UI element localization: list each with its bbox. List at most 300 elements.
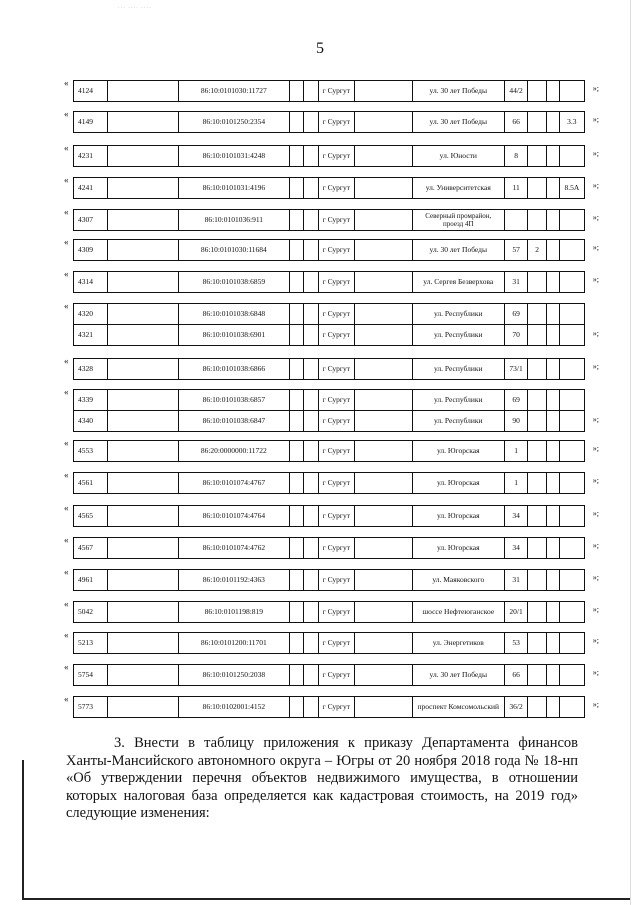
close-quote: »; <box>592 700 599 709</box>
page-number: 5 <box>316 40 324 57</box>
blank-cell <box>547 665 560 686</box>
row-number: 4321 <box>74 325 108 346</box>
close-quote: »; <box>592 213 599 222</box>
city-cell: г Сургут <box>318 272 354 293</box>
table-row <box>74 570 585 591</box>
building-cell <box>528 112 547 133</box>
table-row <box>74 359 585 380</box>
paragraph-text: 3. Внести в таблицу приложения к приказу Департамента финансов Ханты-Мансийского автономного округа – Югры от 20 ноября 2018 года № 18-нп «Об утверждении перечня объектов недвижимого имущества, в отношении которых налоговая база определяется как кадастровая стоимость, на 2019 год» следующие изменения: <box>66 735 578 821</box>
open-quote: « <box>64 694 69 704</box>
blank-cell <box>354 178 412 199</box>
blank-cell <box>289 570 304 591</box>
blank-cell <box>304 441 319 462</box>
blank-cell <box>354 272 412 293</box>
blank-cell <box>289 697 304 718</box>
blank-cell <box>289 359 304 380</box>
building-cell <box>528 210 547 231</box>
blank-cell <box>547 411 560 432</box>
street-cell: ул. 30 лет Победы <box>412 665 505 686</box>
row-number: 4339 <box>74 390 108 411</box>
row-number: 4309 <box>74 240 108 261</box>
blank-cell <box>304 602 319 623</box>
margin-rule-left <box>22 760 24 900</box>
house-cell: 69 <box>505 304 528 325</box>
row-number: 4124 <box>74 81 108 102</box>
blank-cell <box>354 146 412 167</box>
building-cell <box>528 473 547 494</box>
close-quote: »; <box>592 115 599 124</box>
building-cell <box>528 538 547 559</box>
blank-cell <box>547 240 560 261</box>
blank-cell <box>304 146 319 167</box>
blank-cell <box>304 178 319 199</box>
blank-cell <box>107 665 178 686</box>
table-fragment <box>64 175 599 199</box>
cadastral-number: 86:10:0101031:4248 <box>179 146 289 167</box>
table-fragment <box>64 207 599 231</box>
blank-cell <box>547 538 560 559</box>
page-edge-line <box>630 0 631 905</box>
house-cell: 31 <box>505 272 528 293</box>
house-cell: 44/2 <box>505 81 528 102</box>
close-quote: »; <box>592 362 599 371</box>
close-quote: »; <box>592 243 599 252</box>
extra-cell <box>559 304 584 325</box>
blank-cell <box>354 210 412 231</box>
house-cell: 11 <box>505 178 528 199</box>
open-quote: « <box>64 662 69 672</box>
city-cell: г Сургут <box>318 633 354 654</box>
table-row <box>74 210 585 231</box>
open-quote: « <box>64 78 69 88</box>
blank-cell <box>289 390 304 411</box>
blank-cell <box>304 304 319 325</box>
row-number: 5773 <box>74 697 108 718</box>
building-cell: 2 <box>528 240 547 261</box>
building-cell <box>528 697 547 718</box>
building-cell <box>528 178 547 199</box>
house-cell: 70 <box>505 325 528 346</box>
blank-cell <box>354 240 412 261</box>
close-quote: »; <box>592 84 599 93</box>
extra-cell <box>559 441 584 462</box>
margin-rule-bottom <box>22 898 630 900</box>
blank-cell <box>354 665 412 686</box>
close-quote: »; <box>592 181 599 190</box>
row-number: 4328 <box>74 359 108 380</box>
blank-cell <box>289 665 304 686</box>
blank-cell <box>547 210 560 231</box>
row-number: 4567 <box>74 538 108 559</box>
blank-cell <box>354 304 412 325</box>
building-cell <box>528 570 547 591</box>
street-cell: Северный промрайон, проезд 4П <box>412 210 505 231</box>
building-cell <box>528 411 547 432</box>
blank-cell <box>289 538 304 559</box>
blank-cell <box>107 506 178 527</box>
extra-cell <box>559 390 584 411</box>
street-cell: ул. Республики <box>412 359 505 380</box>
table-fragment <box>64 535 599 559</box>
city-cell: г Сургут <box>318 411 354 432</box>
city-cell: г Сургут <box>318 210 354 231</box>
open-quote: « <box>64 237 69 247</box>
blank-cell <box>547 390 560 411</box>
table-row <box>74 390 585 411</box>
street-cell: ул. 30 лет Победы <box>412 81 505 102</box>
city-cell: г Сургут <box>318 665 354 686</box>
blank-cell <box>107 570 178 591</box>
cadastral-number: 86:10:0101200:11701 <box>179 633 289 654</box>
blank-cell <box>289 633 304 654</box>
blank-cell <box>354 390 412 411</box>
blank-cell <box>354 81 412 102</box>
row-number: 5042 <box>74 602 108 623</box>
cadastral-number: 86:10:0101030:11684 <box>179 240 289 261</box>
extra-cell <box>559 240 584 261</box>
blank-cell <box>547 473 560 494</box>
blank-cell <box>354 697 412 718</box>
city-cell: г Сургут <box>318 325 354 346</box>
table-fragment <box>64 630 599 654</box>
open-quote: « <box>64 356 69 366</box>
street-cell: ул. Югорская <box>412 538 505 559</box>
extra-cell <box>559 210 584 231</box>
blank-cell <box>107 441 178 462</box>
blank-cell <box>107 411 178 432</box>
blank-cell <box>107 473 178 494</box>
street-cell: ул. Югорская <box>412 473 505 494</box>
blank-cell <box>547 359 560 380</box>
open-quote: « <box>64 207 69 217</box>
blank-cell <box>289 473 304 494</box>
close-quote: »; <box>592 476 599 485</box>
blank-cell <box>304 210 319 231</box>
open-quote: « <box>64 503 69 513</box>
blank-cell <box>107 240 178 261</box>
table-fragment <box>64 143 599 167</box>
open-quote: « <box>64 143 69 153</box>
building-cell <box>528 390 547 411</box>
close-quote: »; <box>592 636 599 645</box>
extra-cell <box>559 538 584 559</box>
row-number: 4149 <box>74 112 108 133</box>
extra-cell <box>559 359 584 380</box>
extra-cell: 8.5А <box>559 178 584 199</box>
city-cell: г Сургут <box>318 473 354 494</box>
table-row <box>74 538 585 559</box>
blank-cell <box>304 325 319 346</box>
table-fragment <box>64 694 599 718</box>
table-fragment <box>64 438 599 462</box>
city-cell: г Сургут <box>318 146 354 167</box>
open-quote: « <box>64 599 69 609</box>
table-row <box>74 633 585 654</box>
blank-cell <box>107 633 178 654</box>
blank-cell <box>354 633 412 654</box>
blank-cell <box>289 304 304 325</box>
blank-cell <box>304 112 319 133</box>
blank-cell <box>289 325 304 346</box>
building-cell <box>528 81 547 102</box>
blank-cell <box>354 473 412 494</box>
blank-cell <box>304 390 319 411</box>
house-cell: 1 <box>505 441 528 462</box>
blank-cell <box>107 359 178 380</box>
city-cell: г Сургут <box>318 390 354 411</box>
table-row <box>74 81 585 102</box>
open-quote: « <box>64 109 69 119</box>
house-cell: 53 <box>505 633 528 654</box>
street-cell: ул. Республики <box>412 304 505 325</box>
extra-cell <box>559 506 584 527</box>
blank-cell <box>547 633 560 654</box>
row-number: 4340 <box>74 411 108 432</box>
blank-cell <box>107 538 178 559</box>
building-cell <box>528 325 547 346</box>
row-number: 4241 <box>74 178 108 199</box>
extra-cell <box>559 473 584 494</box>
blank-cell <box>107 210 178 231</box>
blank-cell <box>354 506 412 527</box>
blank-cell <box>547 81 560 102</box>
extra-cell <box>559 325 584 346</box>
row-number: 5213 <box>74 633 108 654</box>
house-cell: 66 <box>505 112 528 133</box>
blank-cell <box>547 697 560 718</box>
blank-cell <box>107 146 178 167</box>
street-cell: шоссе Нефтеюганское <box>412 602 505 623</box>
blank-cell <box>107 81 178 102</box>
city-cell: г Сургут <box>318 441 354 462</box>
blank-cell <box>289 210 304 231</box>
building-cell <box>528 441 547 462</box>
table-row <box>74 178 585 199</box>
city-cell: г Сургут <box>318 506 354 527</box>
city-cell: г Сургут <box>318 538 354 559</box>
blank-cell <box>304 411 319 432</box>
blank-cell <box>289 411 304 432</box>
blank-cell <box>354 359 412 380</box>
street-cell: ул. 30 лет Победы <box>412 240 505 261</box>
building-cell <box>528 633 547 654</box>
blank-cell <box>547 506 560 527</box>
blank-cell <box>304 697 319 718</box>
street-cell: ул. Юности <box>412 146 505 167</box>
street-cell: ул. Энергетиков <box>412 633 505 654</box>
open-quote: « <box>64 567 69 577</box>
open-quote: « <box>64 387 69 397</box>
cadastral-number: 86:10:0101198:819 <box>179 602 289 623</box>
blank-cell <box>547 602 560 623</box>
city-cell: г Сургут <box>318 81 354 102</box>
close-quote: »; <box>592 573 599 582</box>
amendment-paragraph <box>66 735 578 823</box>
blank-cell <box>354 570 412 591</box>
street-cell: ул. Югорская <box>412 506 505 527</box>
blank-cell <box>304 506 319 527</box>
extra-cell <box>559 272 584 293</box>
street-cell: ул. Сергея Безверхова <box>412 272 505 293</box>
building-cell <box>528 506 547 527</box>
street-cell: ул. Маяковского <box>412 570 505 591</box>
table-row <box>74 506 585 527</box>
city-cell: г Сургут <box>318 178 354 199</box>
close-quote: »; <box>592 668 599 677</box>
house-cell: 1 <box>505 473 528 494</box>
cadastral-number: 86:10:0101038:6859 <box>179 272 289 293</box>
table-row <box>74 411 585 432</box>
cadastral-number: 86:10:0101250:2038 <box>179 665 289 686</box>
extra-cell <box>559 81 584 102</box>
cadastral-number: 86:10:0101074:4767 <box>179 473 289 494</box>
blank-cell <box>304 81 319 102</box>
street-cell: ул. Югорская <box>412 441 505 462</box>
close-quote: »; <box>592 541 599 550</box>
cadastral-number: 86:10:0101038:6847 <box>179 411 289 432</box>
close-quote: »; <box>592 275 599 284</box>
blank-cell <box>304 570 319 591</box>
house-cell: 90 <box>505 411 528 432</box>
blank-cell <box>107 304 178 325</box>
blank-cell <box>289 272 304 293</box>
house-cell: 69 <box>505 390 528 411</box>
cadastral-number: 86:10:0101031:4196 <box>179 178 289 199</box>
blank-cell <box>107 390 178 411</box>
blank-cell <box>107 272 178 293</box>
city-cell: г Сургут <box>318 112 354 133</box>
street-cell: ул. Республики <box>412 411 505 432</box>
cadastral-number: 86:10:0101030:11727 <box>179 81 289 102</box>
house-cell <box>505 210 528 231</box>
blank-cell <box>304 359 319 380</box>
open-quote: « <box>64 535 69 545</box>
cadastral-number: 86:10:0101038:6866 <box>179 359 289 380</box>
open-quote: « <box>64 630 69 640</box>
extra-cell: 3.3 <box>559 112 584 133</box>
blank-cell <box>354 441 412 462</box>
street-cell: проспект Комсомольский <box>412 697 505 718</box>
cadastral-number: 86:10:0101038:6848 <box>179 304 289 325</box>
cadastral-number: 86:10:0102001:4152 <box>179 697 289 718</box>
table-fragment <box>64 109 599 133</box>
close-quote: »; <box>592 329 599 338</box>
building-cell <box>528 359 547 380</box>
extra-cell <box>559 602 584 623</box>
extra-cell <box>559 146 584 167</box>
blank-cell <box>304 633 319 654</box>
scan-header-mark: ··· ···· ···· <box>118 6 152 11</box>
building-cell <box>528 665 547 686</box>
blank-cell <box>547 112 560 133</box>
house-cell: 20/1 <box>505 602 528 623</box>
blank-cell <box>289 146 304 167</box>
extra-cell <box>559 633 584 654</box>
table-row <box>74 112 585 133</box>
open-quote: « <box>64 175 69 185</box>
row-number: 4231 <box>74 146 108 167</box>
city-cell: г Сургут <box>318 570 354 591</box>
street-cell: ул. Республики <box>412 390 505 411</box>
table-fragment <box>64 599 599 623</box>
row-number: 4565 <box>74 506 108 527</box>
building-cell <box>528 304 547 325</box>
row-number: 4320 <box>74 304 108 325</box>
blank-cell <box>547 272 560 293</box>
cadastral-number: 86:10:0101074:4764 <box>179 506 289 527</box>
blank-cell <box>289 506 304 527</box>
blank-cell <box>547 570 560 591</box>
city-cell: г Сургут <box>318 304 354 325</box>
blank-cell <box>547 304 560 325</box>
city-cell: г Сургут <box>318 240 354 261</box>
table-fragment <box>64 301 599 346</box>
blank-cell <box>354 602 412 623</box>
table-fragment <box>64 237 599 261</box>
blank-cell <box>289 81 304 102</box>
table-fragment <box>64 269 599 293</box>
table-row <box>74 304 585 325</box>
blank-cell <box>304 272 319 293</box>
extra-cell <box>559 697 584 718</box>
row-number: 4553 <box>74 441 108 462</box>
table-fragment <box>64 503 599 527</box>
table-row <box>74 473 585 494</box>
blank-cell <box>354 411 412 432</box>
city-cell: г Сургут <box>318 359 354 380</box>
blank-cell <box>107 112 178 133</box>
cadastral-number: 86:20:0000000:11722 <box>179 441 289 462</box>
row-number: 4314 <box>74 272 108 293</box>
blank-cell <box>304 240 319 261</box>
extra-cell <box>559 411 584 432</box>
blank-cell <box>547 441 560 462</box>
cadastral-number: 86:10:0101038:6857 <box>179 390 289 411</box>
table-fragment <box>64 78 599 102</box>
table-fragment <box>64 470 599 494</box>
cadastral-number: 86:10:0101074:4762 <box>179 538 289 559</box>
city-cell: г Сургут <box>318 697 354 718</box>
table-row <box>74 665 585 686</box>
open-quote: « <box>64 269 69 279</box>
building-cell <box>528 146 547 167</box>
blank-cell <box>289 602 304 623</box>
blank-cell <box>354 112 412 133</box>
house-cell: 34 <box>505 506 528 527</box>
row-number: 5754 <box>74 665 108 686</box>
blank-cell <box>289 178 304 199</box>
street-cell: ул. 30 лет Победы <box>412 112 505 133</box>
extra-cell <box>559 570 584 591</box>
table-fragment <box>64 356 599 380</box>
building-cell <box>528 602 547 623</box>
blank-cell <box>289 240 304 261</box>
cadastral-number: 86:10:0101038:6901 <box>179 325 289 346</box>
blank-cell <box>107 697 178 718</box>
table-fragment <box>64 387 599 432</box>
extra-cell <box>559 665 584 686</box>
blank-cell <box>354 538 412 559</box>
house-cell: 36/2 <box>505 697 528 718</box>
blank-cell <box>304 473 319 494</box>
house-cell: 31 <box>505 570 528 591</box>
table-row <box>74 325 585 346</box>
blank-cell <box>107 178 178 199</box>
cadastral-number: 86:10:0101192:4363 <box>179 570 289 591</box>
building-cell <box>528 272 547 293</box>
table-row <box>74 272 585 293</box>
blank-cell <box>107 602 178 623</box>
